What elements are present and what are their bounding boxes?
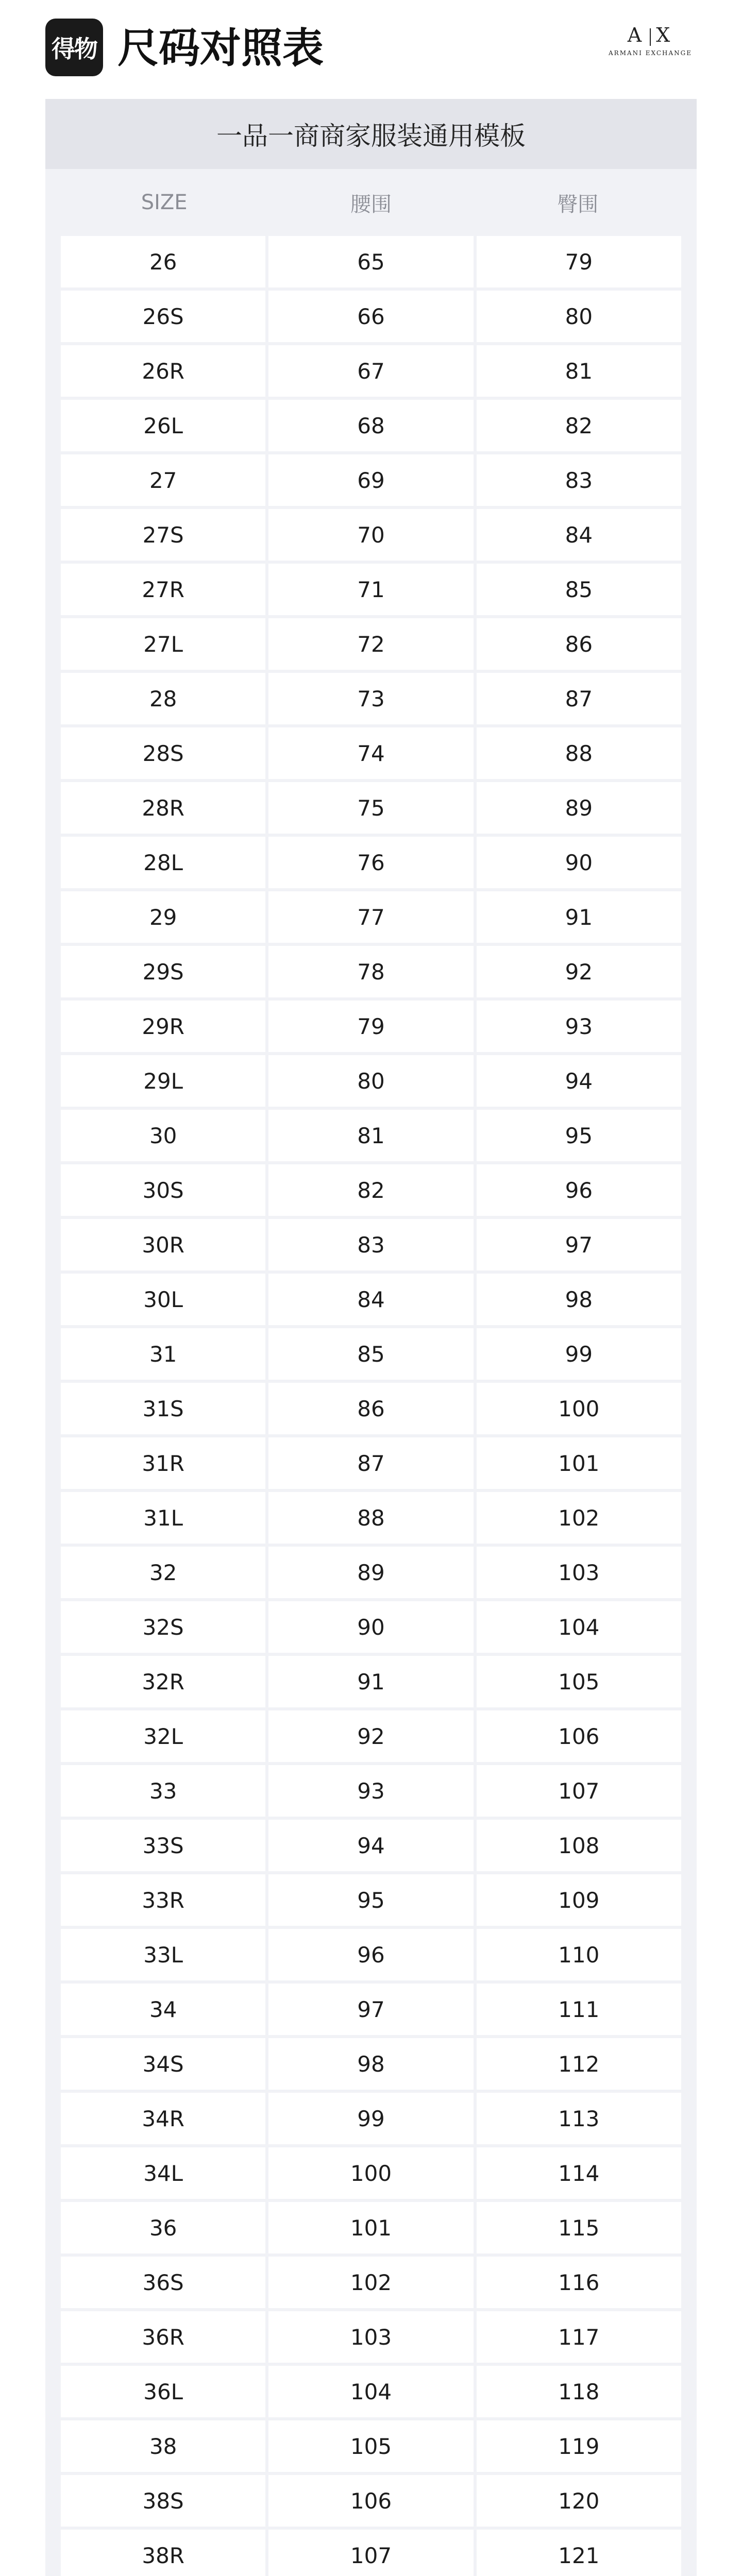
size-cell: 27L — [61, 618, 268, 670]
table-row — [61, 2093, 681, 2144]
size-cell: 32L — [61, 1710, 268, 1762]
table-row — [61, 1274, 681, 1325]
table-row — [61, 1929, 681, 1980]
waist-cell: 99 — [268, 2093, 476, 2144]
table-row — [61, 618, 681, 670]
size-cell: 33L — [61, 1929, 268, 1980]
hip-cell: 96 — [565, 1177, 593, 1203]
table-row — [61, 673, 681, 724]
waist-cell: 93 — [268, 1765, 476, 1817]
table-row — [61, 400, 681, 451]
hip-cell: 119 — [558, 2433, 600, 2459]
hip-cell: 109 — [558, 1887, 600, 1913]
table-body — [45, 236, 697, 2576]
waist-cell: 76 — [268, 837, 476, 888]
table-row — [61, 236, 681, 287]
waist-cell: 88 — [268, 1492, 476, 1544]
waist-cell: 104 — [268, 2366, 476, 2417]
waist-cell: 73 — [268, 673, 476, 724]
size-cell: 36S — [61, 2257, 268, 2308]
table-row — [61, 1001, 681, 1052]
waist-cell: 98 — [268, 2038, 476, 2090]
size-cell: 32S — [61, 1601, 268, 1653]
waist-cell: 80 — [268, 1055, 476, 1107]
size-cell: 38S — [61, 2475, 268, 2527]
hip-cell: 116 — [558, 2269, 600, 2295]
table-row — [61, 1874, 681, 1926]
hip-cell: 101 — [558, 1450, 600, 1476]
waist-cell: 86 — [268, 1383, 476, 1434]
hip-cell: 92 — [565, 959, 593, 985]
size-cell: 30S — [61, 1164, 268, 1216]
waist-cell: 103 — [268, 2311, 476, 2363]
size-cell: 26R — [61, 345, 268, 397]
table-row — [61, 1984, 681, 2035]
waist-cell: 72 — [268, 618, 476, 670]
size-cell: 34L — [61, 2147, 268, 2199]
hip-cell: 107 — [558, 1778, 600, 1804]
hip-cell: 102 — [558, 1505, 600, 1531]
size-cell: 26 — [61, 236, 268, 287]
waist-cell: 82 — [268, 1164, 476, 1216]
hip-cell: 91 — [565, 904, 593, 930]
size-cell: 38R — [61, 2530, 268, 2576]
size-cell: 33 — [61, 1765, 268, 1817]
waist-cell: 78 — [268, 946, 476, 997]
column-header-waist: 腰围 — [350, 192, 392, 216]
table-row — [61, 2038, 681, 2090]
table-row — [61, 2475, 681, 2527]
table-row — [61, 291, 681, 342]
hip-cell: 84 — [565, 522, 593, 548]
hip-cell: 90 — [565, 850, 593, 875]
table-row — [61, 782, 681, 834]
waist-cell: 87 — [268, 1437, 476, 1489]
hip-cell: 121 — [558, 2543, 600, 2568]
table-row — [61, 1765, 681, 1817]
waist-cell: 81 — [268, 1110, 476, 1161]
table-row — [61, 891, 681, 943]
hip-cell: 115 — [558, 2215, 600, 2241]
table-row — [61, 2366, 681, 2417]
table-row — [61, 2530, 681, 2576]
table-row — [61, 1601, 681, 1653]
size-cell: 34S — [61, 2038, 268, 2090]
hip-cell: 93 — [565, 1013, 593, 1039]
table-row — [61, 2257, 681, 2308]
table-row — [61, 509, 681, 561]
size-cell: 29R — [61, 1001, 268, 1052]
size-cell: 28L — [61, 837, 268, 888]
size-cell: 31 — [61, 1328, 268, 1380]
hip-cell: 95 — [565, 1123, 593, 1148]
size-cell: 30L — [61, 1274, 268, 1325]
size-cell: 31L — [61, 1492, 268, 1544]
table-row — [61, 1437, 681, 1489]
size-cell: 38 — [61, 2420, 268, 2472]
waist-cell: 90 — [268, 1601, 476, 1653]
waist-cell: 92 — [268, 1710, 476, 1762]
hip-cell: 118 — [558, 2379, 600, 2404]
waist-cell: 107 — [268, 2530, 476, 2576]
size-cell: 32 — [61, 1547, 268, 1598]
size-cell: 28R — [61, 782, 268, 834]
waist-cell: 91 — [268, 1656, 476, 1707]
waist-cell: 71 — [268, 564, 476, 615]
waist-cell: 100 — [268, 2147, 476, 2199]
size-cell: 26S — [61, 291, 268, 342]
hip-cell: 81 — [565, 358, 593, 384]
waist-cell: 97 — [268, 1984, 476, 2035]
table-row — [61, 946, 681, 997]
size-cell: 27S — [61, 509, 268, 561]
hip-cell: 79 — [565, 249, 593, 275]
waist-cell: 77 — [268, 891, 476, 943]
hip-cell: 120 — [558, 2488, 600, 2514]
waist-cell: 83 — [268, 1219, 476, 1270]
brand-mark-right: X — [656, 24, 673, 46]
waist-cell: 96 — [268, 1929, 476, 1980]
waist-cell: 65 — [268, 236, 476, 287]
hip-cell: 100 — [558, 1396, 600, 1421]
hip-cell: 113 — [558, 2106, 600, 2131]
hip-cell: 83 — [565, 467, 593, 493]
column-header-hip: 臀围 — [557, 192, 599, 216]
size-cell: 36L — [61, 2366, 268, 2417]
size-cell: 29L — [61, 1055, 268, 1107]
size-cell: 32R — [61, 1656, 268, 1707]
waist-cell: 67 — [268, 345, 476, 397]
waist-cell: 105 — [268, 2420, 476, 2472]
waist-cell: 69 — [268, 454, 476, 506]
hip-cell: 97 — [565, 1232, 593, 1258]
hip-cell: 99 — [565, 1341, 593, 1367]
hip-cell: 105 — [558, 1669, 600, 1694]
hip-cell: 111 — [558, 1996, 600, 2022]
size-cell: 33R — [61, 1874, 268, 1926]
table-row — [61, 1710, 681, 1762]
size-table — [45, 99, 697, 2576]
brand-divider — [650, 28, 651, 46]
table-row — [61, 1656, 681, 1707]
hip-cell: 80 — [565, 303, 593, 329]
table-row — [61, 1492, 681, 1544]
hip-cell: 112 — [558, 2051, 600, 2077]
hip-cell: 94 — [565, 1068, 593, 1094]
hip-cell: 106 — [558, 1723, 600, 1749]
table-row — [61, 1328, 681, 1380]
hip-cell: 85 — [565, 577, 593, 602]
table-row — [61, 454, 681, 506]
size-cell: 31S — [61, 1383, 268, 1434]
table-row — [61, 1219, 681, 1270]
waist-cell: 68 — [268, 400, 476, 451]
hip-cell: 88 — [565, 740, 593, 766]
app-logo: 得物 — [45, 19, 103, 76]
size-cell: 30R — [61, 1219, 268, 1270]
table-row — [61, 2202, 681, 2253]
table-row — [61, 1110, 681, 1161]
size-cell: 34 — [61, 1984, 268, 2035]
hip-cell: 86 — [565, 631, 593, 657]
table-row — [61, 564, 681, 615]
size-cell: 28S — [61, 727, 268, 779]
waist-cell: 102 — [268, 2257, 476, 2308]
waist-cell: 75 — [268, 782, 476, 834]
table-row — [61, 727, 681, 779]
size-cell: 33S — [61, 1820, 268, 1871]
hip-cell: 87 — [565, 686, 593, 711]
waist-cell: 84 — [268, 1274, 476, 1325]
table-header-row — [45, 169, 697, 236]
hip-cell: 82 — [565, 413, 593, 438]
table-row — [61, 2311, 681, 2363]
brand-mark — [604, 24, 697, 46]
waist-cell: 85 — [268, 1328, 476, 1380]
size-cell: 27 — [61, 454, 268, 506]
hip-cell: 89 — [565, 795, 593, 821]
size-cell: 31R — [61, 1437, 268, 1489]
size-cell: 28 — [61, 673, 268, 724]
table-row — [61, 2147, 681, 2199]
brand-subtitle: ARMANI EXCHANGE — [609, 49, 692, 57]
table-row — [61, 1055, 681, 1107]
size-cell: 34R — [61, 2093, 268, 2144]
size-cell: 29S — [61, 946, 268, 997]
table-row — [61, 1547, 681, 1598]
waist-cell: 94 — [268, 1820, 476, 1871]
table-row — [61, 345, 681, 397]
table-row — [61, 1820, 681, 1871]
hip-cell: 98 — [565, 1286, 593, 1312]
column-header-size: SIZE — [141, 191, 188, 214]
waist-cell: 101 — [268, 2202, 476, 2253]
waist-cell: 95 — [268, 1874, 476, 1926]
size-cell: 29 — [61, 891, 268, 943]
waist-cell: 79 — [268, 1001, 476, 1052]
waist-cell: 106 — [268, 2475, 476, 2527]
size-cell: 26L — [61, 400, 268, 451]
hip-cell: 108 — [558, 1833, 600, 1858]
size-cell: 27R — [61, 564, 268, 615]
waist-cell: 66 — [268, 291, 476, 342]
page-title: 尺码对照表 — [117, 24, 324, 72]
size-cell: 36R — [61, 2311, 268, 2363]
hip-cell: 114 — [558, 2160, 600, 2186]
waist-cell: 89 — [268, 1547, 476, 1598]
table-row — [61, 2420, 681, 2472]
size-cell: 30 — [61, 1110, 268, 1161]
hip-cell: 110 — [558, 1942, 600, 1968]
waist-cell: 70 — [268, 509, 476, 561]
table-row — [61, 1383, 681, 1434]
hip-cell: 117 — [558, 2324, 600, 2350]
page-header — [45, 22, 697, 73]
brand-logo — [604, 24, 697, 57]
brand-mark-left: A — [627, 24, 645, 46]
size-cell: 36 — [61, 2202, 268, 2253]
waist-cell: 74 — [268, 727, 476, 779]
table-row — [61, 1164, 681, 1216]
hip-cell: 103 — [558, 1560, 600, 1585]
hip-cell: 104 — [558, 1614, 600, 1640]
table-caption: 一品一商商家服装通用模板 — [45, 99, 697, 169]
table-row — [61, 837, 681, 888]
